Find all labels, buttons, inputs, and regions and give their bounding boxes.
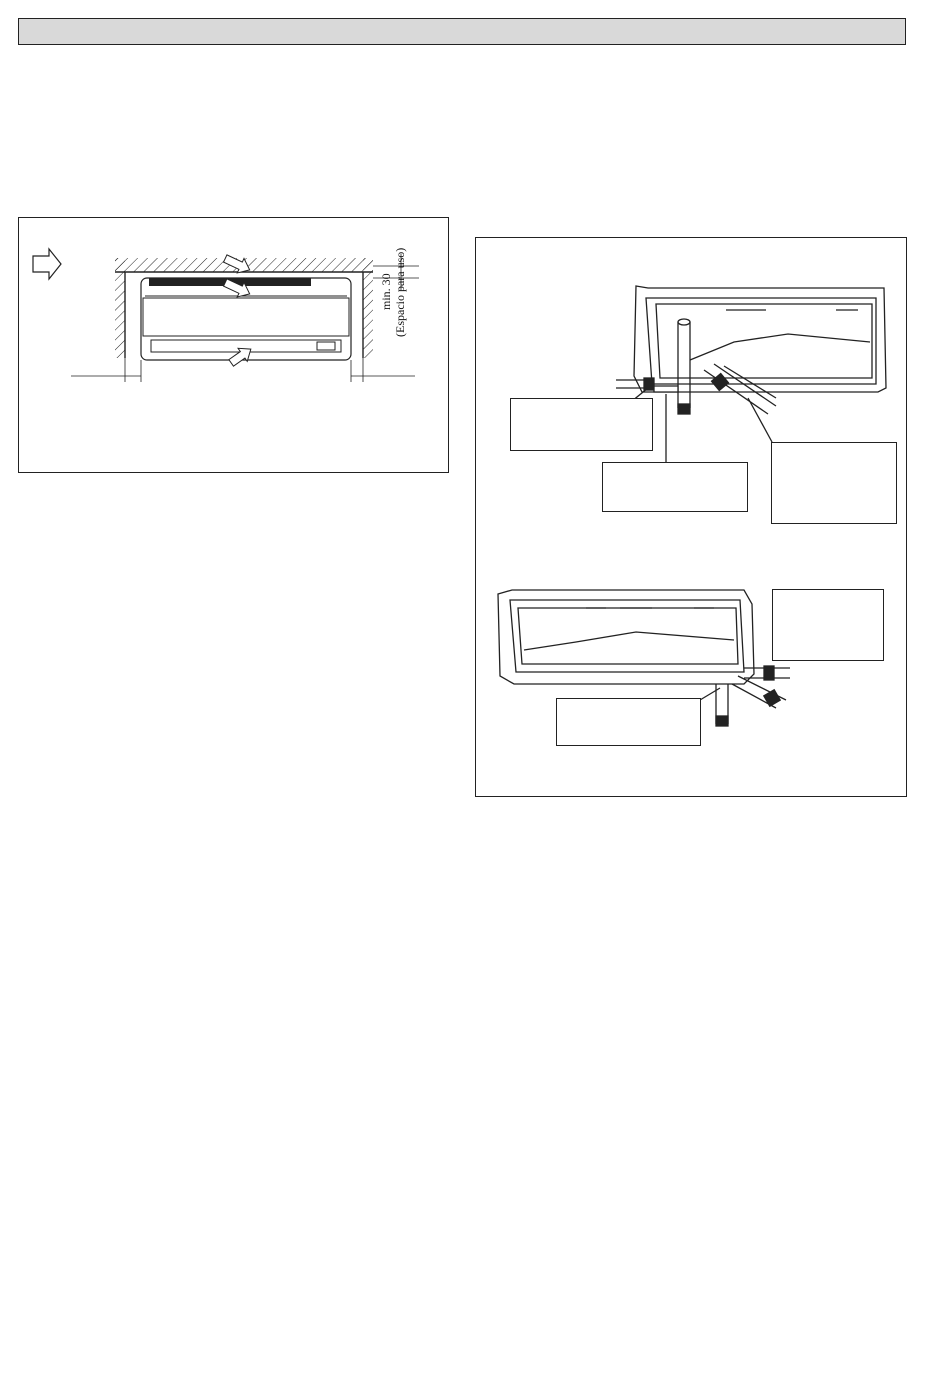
callout-box-left — [510, 398, 653, 451]
usage-space-text: (Espacio para uso) — [393, 247, 407, 337]
clearance-figure — [18, 217, 449, 473]
callout-box-center — [602, 462, 748, 512]
clearance-dimension-label — [379, 242, 427, 342]
piping-figure — [475, 237, 907, 797]
upper-unit-drawing — [616, 286, 886, 462]
callout-box-right — [771, 442, 897, 524]
min-clearance-text: min. 30 — [379, 273, 393, 311]
section-header-bar — [18, 18, 906, 45]
callout-box-bottom — [556, 698, 701, 746]
callout-box-upper-right — [772, 589, 884, 661]
arrow-right-icon — [33, 249, 61, 279]
